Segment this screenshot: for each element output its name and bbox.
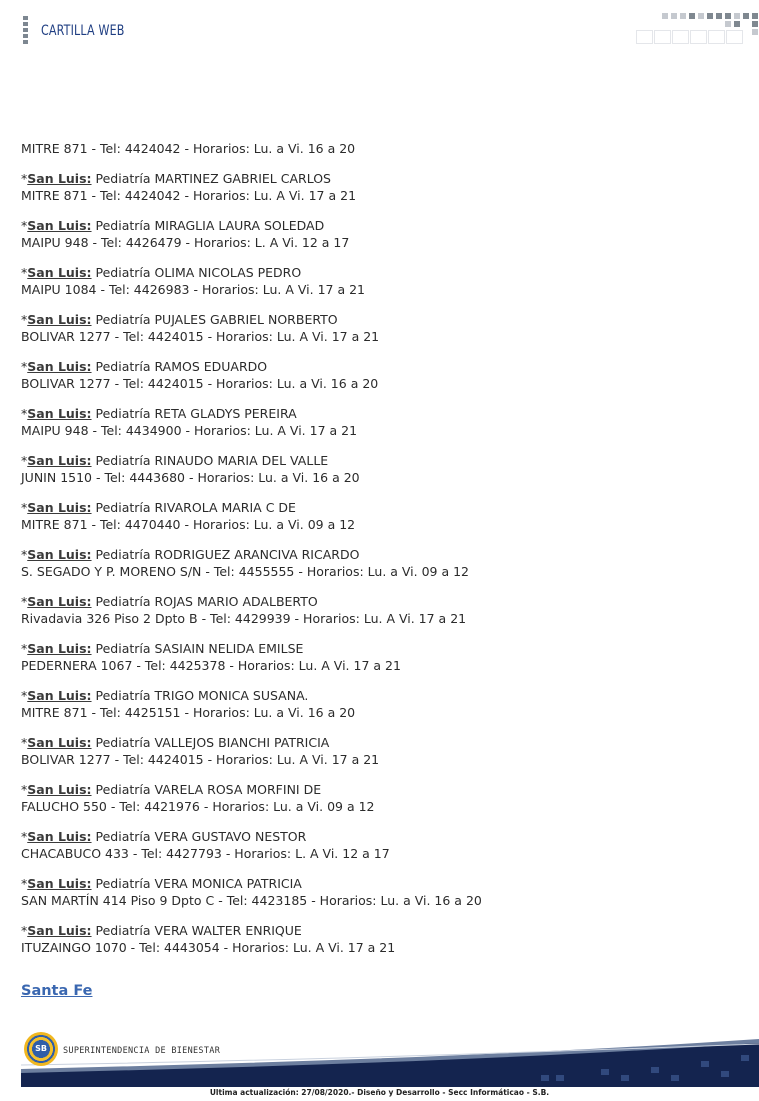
entry-detail: Rivadavia 326 Piso 2 Dpto B - Tel: 4429939 - Horarios: Lu. A Vi. 17 a 21: [21, 611, 467, 626]
entry-detail: MAIPU 948 - Tel: 4434900 - Horarios: Lu. A Vi. 17 a 21: [21, 423, 358, 438]
list-item: [21, 781, 741, 815]
entry-location: San Luis:: [27, 829, 92, 844]
page-title: CARTILLA WEB: [41, 23, 125, 39]
entry-provider: Pediatría OLIMA NICOLAS PEDRO: [91, 265, 302, 280]
entry-detail: MAIPU 1084 - Tel: 4426983 - Horarios: Lu. A Vi. 17 a 21: [21, 282, 365, 297]
entry-location: San Luis:: [27, 688, 92, 703]
entry-title: [21, 170, 741, 187]
entry-prefix: *: [21, 547, 28, 562]
entry-detail: JUNIN 1510 - Tel: 4443680 - Horarios: Lu. a Vi. 16 a 20: [21, 470, 360, 485]
entry-detail: MITRE 871 - Tel: 4470440 - Horarios: Lu. a Vi. 09 a 12: [21, 517, 356, 532]
entry-title: [21, 828, 741, 845]
list-item: [21, 593, 741, 627]
entry-location: San Luis:: [27, 923, 92, 938]
entry-title: [21, 405, 741, 422]
entry-provider: Pediatría VERA WALTER ENRIQUE: [91, 923, 302, 938]
entry-prefix: *: [21, 829, 28, 844]
entry-title: [21, 311, 741, 328]
page-header: [0, 0, 759, 60]
entry-location: San Luis:: [27, 641, 92, 656]
entry-detail: MITRE 871 - Tel: 4424042 - Horarios: Lu. A Vi. 17 a 21: [21, 188, 357, 203]
entry-detail: MAIPU 948 - Tel: 4426479 - Horarios: L. A Vi. 12 a 17: [21, 235, 350, 250]
entry-prefix: *: [21, 406, 28, 421]
entry-location: San Luis:: [27, 359, 92, 374]
entry-detail: SAN MARTÍN 414 Piso 9 Dpto C - Tel: 4423185 - Horarios: Lu. a Vi. 16 a 20: [21, 893, 482, 908]
list-item: [21, 922, 741, 956]
entry-title: [21, 593, 741, 610]
entry-prefix: *: [21, 312, 28, 327]
list-item: [21, 640, 741, 674]
entry-location: San Luis:: [27, 265, 92, 280]
entry-location: San Luis:: [27, 171, 92, 186]
entry-provider: Pediatría ROJAS MARIO ADALBERTO: [91, 594, 318, 609]
entry-detail: BOLIVAR 1277 - Tel: 4424015 - Horarios: Lu. a Vi. 16 a 20: [21, 376, 379, 391]
provider-list: [21, 170, 741, 956]
entry-location: San Luis:: [27, 547, 92, 562]
list-item: [21, 140, 741, 157]
entry-location: San Luis:: [27, 876, 92, 891]
entry-prefix: *: [21, 641, 28, 656]
entry-title: [21, 217, 741, 234]
entry-title: [21, 922, 741, 939]
list-item: [21, 875, 741, 909]
last-updated-note: Ultima actualización: 27/08/2020.- Diseño y Desarrollo - Secc Informáticao - S.B.: [209, 1088, 550, 1097]
entry-provider: Pediatría RIVAROLA MARIA C DE: [91, 500, 296, 515]
entry-detail: BOLIVAR 1277 - Tel: 4424015 - Horarios: Lu. A Vi. 17 a 21: [21, 752, 380, 767]
entry-prefix: *: [21, 876, 28, 891]
entry-location: San Luis:: [27, 312, 92, 327]
entry-title: [21, 452, 741, 469]
entry-detail: S. SEGADO Y P. MORENO S/N - Tel: 4455555 - Horarios: Lu. a Vi. 09 a 12: [21, 564, 470, 579]
entry-location: San Luis:: [27, 735, 92, 750]
entry-detail: MITRE 871 - Tel: 4425151 - Horarios: Lu. a Vi. 16 a 20: [21, 705, 356, 720]
entry-prefix: *: [21, 594, 28, 609]
entry-detail: ITUZAINGO 1070 - Tel: 4443054 - Horarios: Lu. A Vi. 17 a 21: [21, 940, 396, 955]
entry-location: San Luis:: [27, 406, 92, 421]
entry-prefix: *: [21, 782, 28, 797]
list-item: [21, 264, 741, 298]
entry-title: [21, 546, 741, 563]
entry-prefix: *: [21, 453, 28, 468]
list-item: [21, 734, 741, 768]
entry-prefix: *: [21, 923, 28, 938]
footer-wave-band: [21, 1025, 759, 1087]
entry-title: [21, 640, 741, 657]
entry-provider: Pediatría PUJALES GABRIEL NORBERTO: [91, 312, 338, 327]
entry-provider: Pediatría SASIAIN NELIDA EMILSE: [91, 641, 304, 656]
directory-content: [21, 140, 741, 1000]
entry-title: [21, 264, 741, 281]
list-item: [21, 546, 741, 580]
entry-detail: CHACABUCO 433 - Tel: 4427793 - Horarios: L. A Vi. 12 a 17: [21, 846, 390, 861]
entry-location: San Luis:: [27, 500, 92, 515]
header-grid-decoration: [634, 10, 759, 50]
list-item: [21, 828, 741, 862]
entry-title: [21, 734, 741, 751]
entry-provider: Pediatría RAMOS EDUARDO: [91, 359, 268, 374]
entry-provider: Pediatría RETA GLADYS PEREIRA: [91, 406, 297, 421]
entry-title: [21, 499, 741, 516]
list-item: [21, 405, 741, 439]
entry-location: San Luis:: [27, 453, 92, 468]
entry-title: [21, 358, 741, 375]
entry-prefix: *: [21, 171, 28, 186]
entry-detail: PEDERNERA 1067 - Tel: 4425378 - Horarios: Lu. A Vi. 17 a 21: [21, 658, 401, 673]
entry-provider: Pediatría TRIGO MONICA SUSANA.: [91, 688, 309, 703]
section-link-santa-fe[interactable]: Santa Fe: [21, 983, 93, 999]
entry-title: [21, 781, 741, 798]
list-item: [21, 311, 741, 345]
entry-prefix: *: [21, 735, 28, 750]
entry-provider: Pediatría VARELA ROSA MORFINI DE: [91, 782, 322, 797]
entry-location: San Luis:: [27, 594, 92, 609]
entry-provider: Pediatría VERA MONICA PATRICIA: [91, 876, 302, 891]
entry-title: [21, 875, 741, 892]
entry-prefix: *: [21, 218, 28, 233]
entry-prefix: *: [21, 265, 28, 280]
entry-provider: Pediatría VALLEJOS BIANCHI PATRICIA: [91, 735, 330, 750]
entry-title: [21, 687, 741, 704]
entry-location: San Luis:: [27, 782, 92, 797]
header-bar-decoration: [23, 16, 28, 46]
entry-detail: MITRE 871 - Tel: 4424042 - Horarios: Lu. a Vi. 16 a 20: [21, 141, 356, 156]
entry-detail: BOLIVAR 1277 - Tel: 4424015 - Horarios: Lu. A Vi. 17 a 21: [21, 329, 380, 344]
page-footer: [21, 1025, 759, 1087]
list-item: [21, 499, 741, 533]
agency-seal-logo: SB: [24, 1032, 58, 1066]
entry-provider: Pediatría VERA GUSTAVO NESTOR: [91, 829, 307, 844]
entry-provider: Pediatría RINAUDO MARIA DEL VALLE: [91, 453, 329, 468]
entry-provider: Pediatría MARTINEZ GABRIEL CARLOS: [91, 171, 331, 186]
list-item: [21, 217, 741, 251]
list-item: [21, 170, 741, 204]
list-item: [21, 687, 741, 721]
entry-prefix: *: [21, 500, 28, 515]
list-item: [21, 358, 741, 392]
list-item: [21, 452, 741, 486]
entry-detail: FALUCHO 550 - Tel: 4421976 - Horarios: Lu. a Vi. 09 a 12: [21, 799, 375, 814]
entry-provider: Pediatría MIRAGLIA LAURA SOLEDAD: [91, 218, 325, 233]
agency-name: SUPERINTENDENCIA DE BIENESTAR: [63, 1046, 221, 1056]
entry-location: San Luis:: [27, 218, 92, 233]
entry-prefix: *: [21, 359, 28, 374]
entry-provider: Pediatría RODRIGUEZ ARANCIVA RICARDO: [91, 547, 360, 562]
entry-prefix: *: [21, 688, 28, 703]
